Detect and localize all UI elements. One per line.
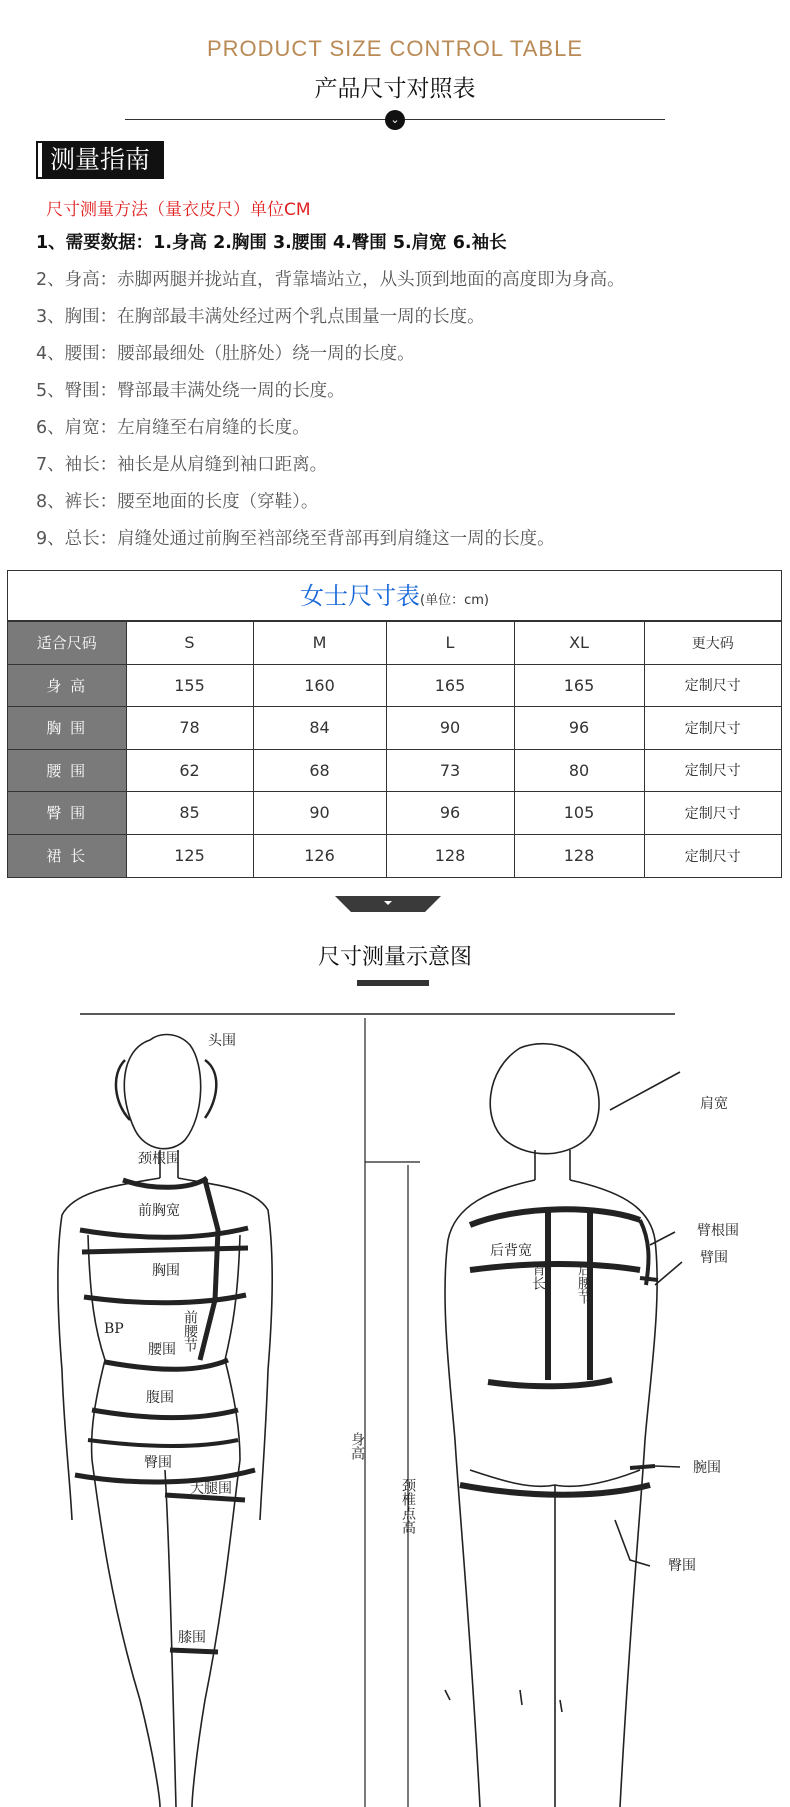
table-header-cell: XL [514,622,644,665]
table-cell: 128 [514,834,644,877]
row-label: 身 高 [8,664,126,707]
table-header-row [8,622,781,665]
table-header-cell: 适合尺码 [8,622,126,665]
guide-line: 7、袖长：袖长是从肩缝到袖口距离。 [36,455,328,475]
header-title-cn: 产品尺寸对照表 [314,76,476,102]
table-cell: 78 [126,707,253,750]
guide-title: 测量指南 [38,143,162,177]
row-label: 胸 围 [8,707,126,750]
label-hip: 臀围 [144,1455,172,1471]
table-cell: 165 [514,664,644,707]
size-table-name: 女士尺寸表 [300,582,421,610]
label-bp: BP [104,1321,124,1337]
table-header-cell: M [253,622,386,665]
label-height: 身高 [349,1432,365,1460]
table-cell: 68 [253,749,386,792]
label-back-width: 后背宽 [490,1243,532,1259]
table-cell: 80 [514,749,644,792]
table-cell: 定制尺寸 [644,834,781,877]
table-row [8,707,781,750]
table-row [8,834,781,877]
guide-list [36,228,776,561]
size-table [7,570,782,878]
label-thigh: 大腿围 [190,1481,232,1497]
size-table-unit: (单位：cm) [420,593,489,608]
row-label: 裙 长 [8,834,126,877]
guide-line: 4、腰围：腰部最细处（肚脐处）绕一周的长度。 [36,344,415,364]
table-cell: 96 [514,707,644,750]
table-cell: 90 [386,707,514,750]
label-cervical-height: 颈椎点高 [400,1478,416,1534]
table-header-cell: S [126,622,253,665]
label-abdomen: 腹围 [146,1390,174,1406]
table-cell: 160 [253,664,386,707]
table-cell: 126 [253,834,386,877]
size-table-title [8,571,781,621]
label-back-hip: 臀围 [668,1558,696,1574]
label-arm-root: 臂根围 [697,1223,739,1239]
label-head: 头围 [208,1033,236,1049]
table-header-cell: 更大码 [644,622,781,665]
chevron-down-icon [335,896,441,914]
label-knee: 膝围 [178,1630,206,1646]
guide-line: 2、身高：赤脚两腿并拢站直，背靠墙站立，从头顶到地面的高度即为身高。 [36,270,625,290]
table-cell: 定制尺寸 [644,792,781,835]
label-front-chest-width: 前胸宽 [138,1203,180,1219]
guide-line: 1、需要数据：1.身高 2.胸围 3.腰围 4.臀围 5.肩宽 6.袖长 [36,233,507,253]
table-cell: 96 [386,792,514,835]
guide-line: 5、臀围：臀部最丰满处绕一周的长度。 [36,381,345,401]
diagram-title: 尺寸测量示意图 [317,945,472,970]
label-chest: 胸围 [152,1263,180,1279]
diagram-labels [104,1032,739,1646]
label-front-waist-length: 前腰节 [182,1310,198,1352]
table-cell: 定制尺寸 [644,707,781,750]
table-header-cell: L [386,622,514,665]
label-shoulder-width: 肩宽 [700,1096,728,1112]
table-cell: 62 [126,749,253,792]
table-row [8,792,781,835]
chevron-down-icon: ⌄ [385,110,405,130]
table-cell: 85 [126,792,253,835]
table-row [8,749,781,792]
guide-line: 3、胸围：在胸部最丰满处经过两个乳点围量一周的长度。 [36,307,485,327]
table-cell: 165 [386,664,514,707]
label-back-length: 背长 [530,1262,546,1290]
table-cell: 125 [126,834,253,877]
measure-method: 尺寸测量方法（量衣皮尺）单位CM [46,200,311,220]
table-cell: 定制尺寸 [644,749,781,792]
label-waist: 腰围 [148,1342,176,1358]
table-cell: 73 [386,749,514,792]
measurement-diagram [0,1000,790,1807]
label-back-waist-length: 后腰节 [576,1262,592,1304]
guide-line: 6、肩宽：左肩缝至右肩缝的长度。 [36,418,310,438]
guide-line: 9、总长：肩缝处通过前胸至裆部绕至背部再到肩缝这一周的长度。 [36,529,555,549]
label-upper-arm: 臂围 [700,1250,728,1266]
figure-outlines [58,1014,682,1807]
label-neck: 颈根围 [138,1151,180,1167]
guide-line: 8、裤长：腰至地面的长度（穿鞋）。 [36,492,319,512]
table-cell: 90 [253,792,386,835]
table-cell: 128 [386,834,514,877]
row-label: 臀 围 [8,792,126,835]
header-title-en: PRODUCT SIZE CONTROL TABLE [206,36,584,61]
label-wrist: 腕围 [693,1460,721,1476]
table-cell: 定制尺寸 [644,664,781,707]
diagram-title-bar [357,980,429,986]
row-label: 腰 围 [8,749,126,792]
table-cell: 155 [126,664,253,707]
size-grid [8,621,781,877]
table-cell: 84 [253,707,386,750]
table-row [8,664,781,707]
table-cell: 105 [514,792,644,835]
